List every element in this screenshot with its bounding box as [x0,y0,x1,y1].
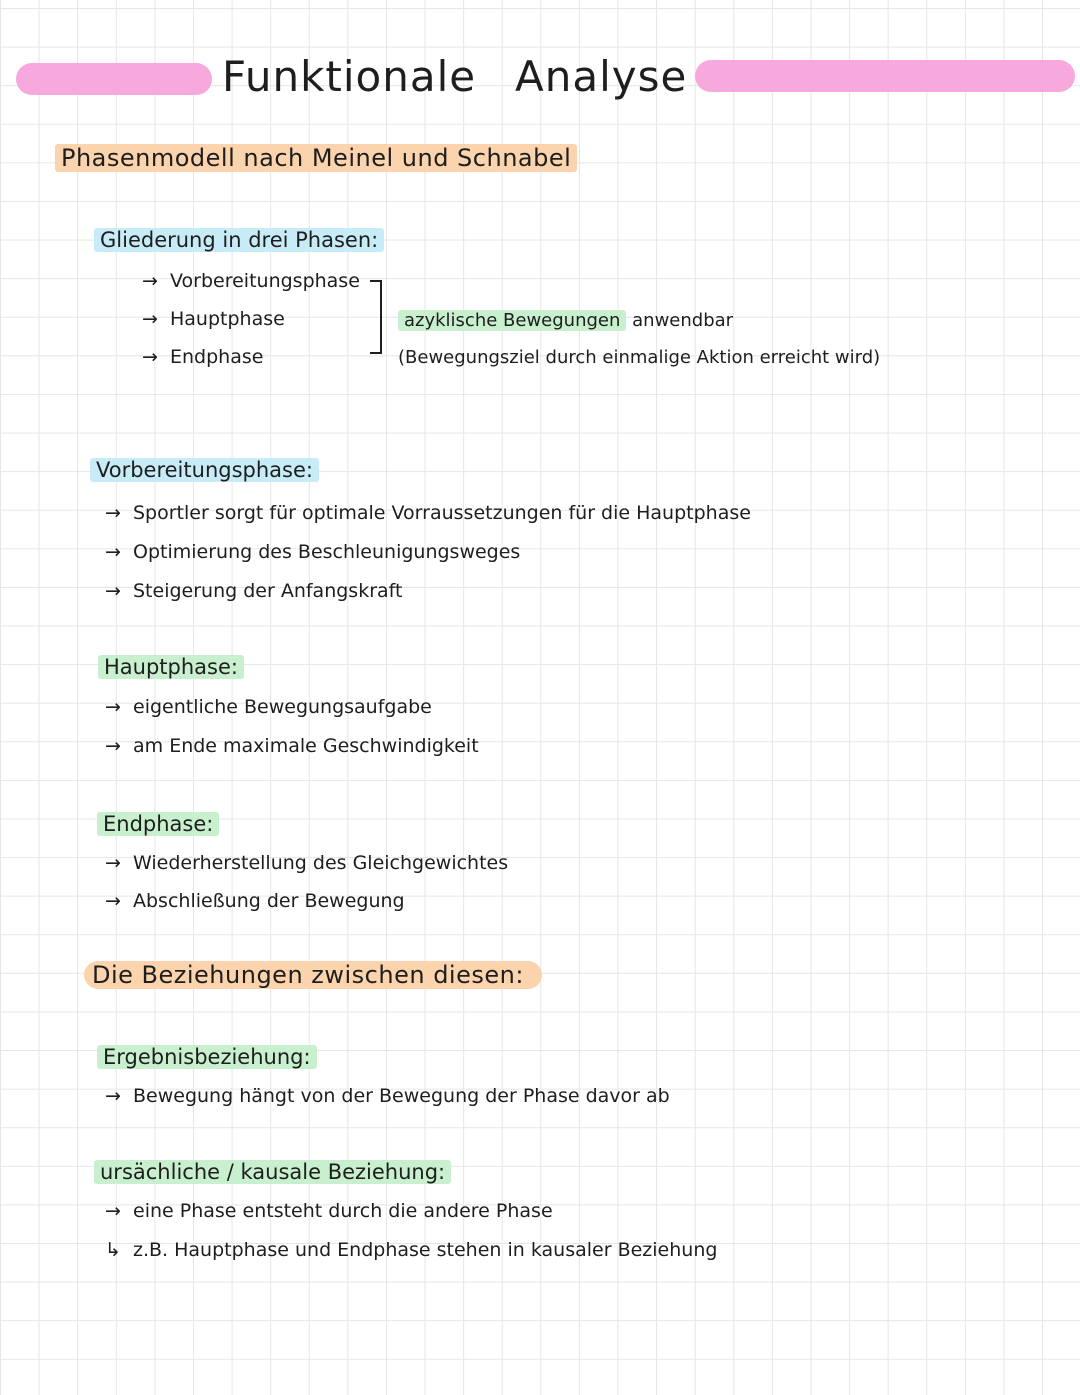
phase-heading-text: Endphase: [97,812,219,836]
bracket-note-detail: (Bewegungsziel durch einmalige Aktion erreicht wird) [398,347,881,368]
arrow-icon: → [105,735,121,757]
relation-heading-kausal [94,1160,451,1184]
phase-line-text: Wiederherstellung des Gleichgewichtes [133,852,509,874]
phase-heading-end [97,812,219,836]
arrow-icon: → [105,1085,121,1107]
gliederung-item-text: Hauptphase [170,308,285,330]
arrow-icon: → [105,890,121,912]
section-heading-beziehungen [84,961,542,989]
arrow-icon: → [105,1200,121,1222]
arrow-icon: → [105,580,121,602]
arrow-icon: → [105,541,121,563]
phase-heading-vorbereitung [90,458,319,482]
phase-line [105,890,405,912]
gliederung-item [142,346,263,368]
title-decor-right [695,60,1075,92]
phase-line-text: Steigerung der Anfangskraft [133,580,403,602]
page-title-part2: Analyse [515,52,688,101]
phase-line-text: eigentliche Bewegungsaufgabe [133,696,432,718]
bracket-note [398,310,733,331]
bracket-note-rest: anwendbar [632,310,734,331]
phase-heading-text: Vorbereitungsphase: [90,458,319,482]
arrow-icon: → [142,346,158,368]
bracket-mark [370,280,382,354]
phase-heading-haupt [98,655,244,679]
page-title-part1: Funktionale [222,52,477,101]
phase-line-text: Optimierung des Beschleunigungsweges [133,541,521,563]
relation-heading-text: ursächliche / kausale Beziehung: [94,1160,451,1184]
gliederung-item [142,308,285,330]
phase-line [105,696,432,718]
section-heading-text: Die Beziehungen zwischen diesen: [84,961,542,989]
gliederung-label [94,228,384,252]
phase-line-text: Abschließung der Bewegung [133,890,405,912]
relation-line-text: Bewegung hängt von der Bewegung der Phase davor ab [133,1085,670,1107]
phase-heading-text: Hauptphase: [98,655,244,679]
phase-line-text: am Ende maximale Geschwindigkeit [133,735,479,757]
bracket-note-highlight: azyklische Bewegungen [398,310,626,331]
arrow-icon: → [105,852,121,874]
phase-line [105,735,479,757]
title-decor-left [16,63,212,95]
relation-line [105,1239,717,1261]
gliederung-item [142,270,360,292]
phase-line [105,852,508,874]
arrow-icon: → [142,308,158,330]
gliederung-item-text: Vorbereitungsphase [170,270,360,292]
phase-line [105,580,402,602]
relation-heading-text: Ergebnisbeziehung: [97,1045,317,1069]
gliederung-item-text: Endphase [170,346,264,368]
arrow-icon: → [105,696,121,718]
relation-line [105,1200,553,1222]
section-heading-text: Phasenmodell nach Meinel und Schnabel [55,144,577,172]
relation-heading-ergebnis [97,1045,317,1069]
phase-line [105,541,520,563]
section-heading-phasenmodell [55,144,577,172]
phase-line [105,502,751,524]
arrow-icon: → [142,270,158,292]
arrow-icon: → [105,502,121,524]
phase-line-text: Sportler sorgt für optimale Vorraussetzungen für die Hauptphase [133,502,751,524]
relation-line-text: eine Phase entsteht durch die andere Phase [133,1200,553,1222]
return-arrow-icon: ↳ [105,1239,121,1261]
relation-line [105,1085,670,1107]
relation-line-text: z.B. Hauptphase und Endphase stehen in kausaler Beziehung [133,1239,718,1261]
gliederung-label-text: Gliederung in drei Phasen: [94,228,384,252]
